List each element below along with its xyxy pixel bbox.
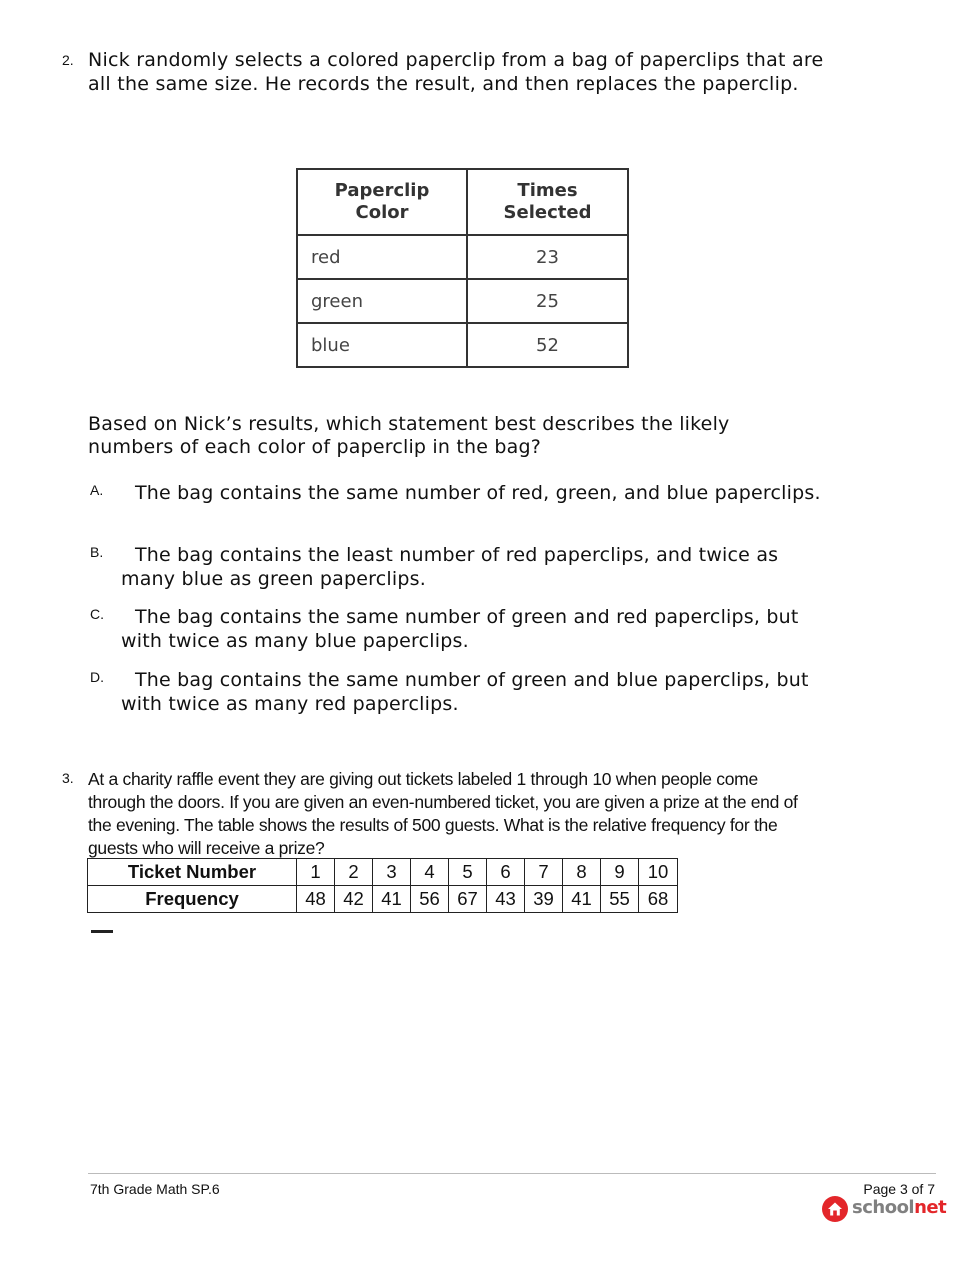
footer-divider [88,1173,936,1174]
option-label: A. [90,482,104,498]
option-label: B. [90,544,104,560]
ticket-number-cell: 2 [335,859,373,886]
option-label: D. [90,669,104,685]
ticket-frequency-table [87,858,678,913]
table-row [88,859,678,886]
option-text: The bag contains the same number of red, green, and blue paperclips. [135,482,821,504]
paperclip-table-header [297,169,628,235]
logo-word-net: net [914,1197,947,1218]
header-line: Selected [503,202,592,223]
header-paperclip-color [297,169,467,235]
ticket-number-cell: 3 [373,859,411,886]
header-line: Color [355,202,409,223]
table-row [297,279,628,323]
option-text: The bag contains the least number of red paperclips, and twice as many blue as green paperclips. [121,544,779,590]
color-cell: blue [297,323,467,367]
frequency-cell: 68 [639,886,678,913]
question-2-number: 2. [62,52,74,68]
footer-course-title: 7th Grade Math SP.6 [90,1181,220,1197]
question-2-stem: Based on Nick’s results, which statement best describes the likely numbers of each color of paperclip in the bag? [88,413,730,458]
frequency-cell: 39 [525,886,563,913]
header-line: Times [517,180,578,201]
ticket-number-cell: 5 [449,859,487,886]
ticket-number-cell: 4 [411,859,449,886]
question-3-text: At a charity raffle event they are giving out tickets labeled 1 through 10 when people come through the doors. If you are given an even-numbered ticket, you are given a prize at the end of the evening. The table shows the results of 500 guests. What is the relative frequency for the guests who will receive a prize? [88,769,798,858]
ticket-number-cell: 1 [297,859,335,886]
frequency-cell: 55 [601,886,639,913]
logo-wordmark [852,1197,946,1218]
count-cell: 25 [467,279,628,323]
header-times-selected [467,169,628,235]
ticket-number-cell: 9 [601,859,639,886]
frequency-cell: 41 [563,886,601,913]
ticket-number-cell: 6 [487,859,525,886]
row-header-frequency: Frequency [88,886,297,913]
frequency-cell: 41 [373,886,411,913]
question-3-number: 3. [62,770,74,786]
color-cell: red [297,235,467,279]
logo-word-school: school [852,1197,915,1218]
option-label: C. [90,606,104,622]
table-row [297,235,628,279]
frequency-cell: 56 [411,886,449,913]
table-row [297,323,628,367]
table-row [88,886,678,913]
row-header-ticket-number: Ticket Number [88,859,297,886]
house-icon [822,1196,848,1222]
ticket-number-cell: 10 [639,859,678,886]
header-line: Paperclip [334,180,430,201]
frequency-cell: 67 [449,886,487,913]
frequency-cell: 48 [297,886,335,913]
count-cell: 52 [467,323,628,367]
color-cell: green [297,279,467,323]
frequency-cell: 42 [335,886,373,913]
question-2-text: Nick randomly selects a colored paperclip from a bag of paperclips that are all the same size. He records the result, and then replaces the paperclip. [88,49,824,95]
count-cell: 23 [467,235,628,279]
schoolnet-logo [822,1196,947,1222]
ticket-number-cell: 7 [525,859,563,886]
option-text: The bag contains the same number of green and blue paperclips, but with twice as many red paperclips. [121,669,809,715]
ticket-number-cell: 8 [563,859,601,886]
option-text: The bag contains the same number of green and red paperclips, but with twice as many blue paperclips. [121,606,799,652]
answer-blank-line[interactable] [91,930,113,933]
paperclip-table [296,168,629,368]
frequency-cell: 43 [487,886,525,913]
footer-page-number: Page 3 of 7 [863,1181,935,1197]
